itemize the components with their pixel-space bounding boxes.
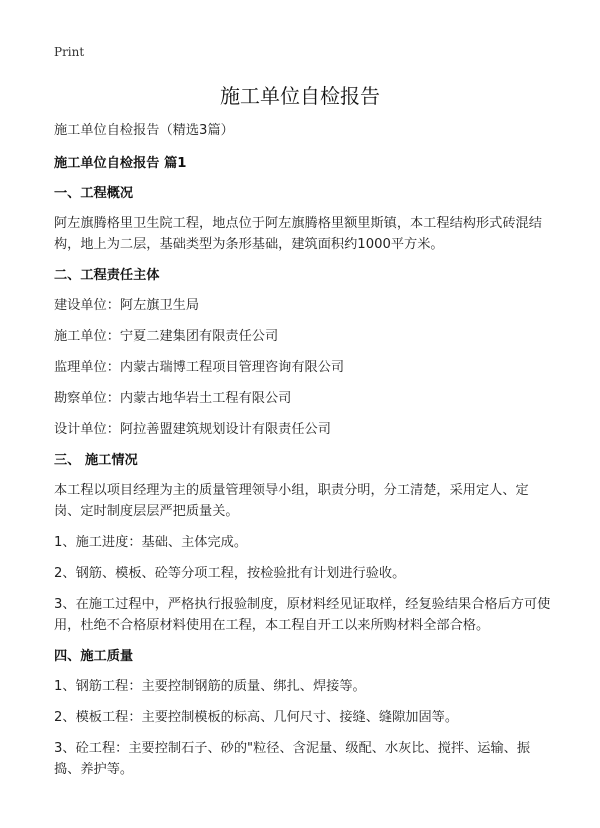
construction-inspection: 3、在施工过程中，严格执行报验制度，原材料经见证取样，经复验结果合格后方可使用，杜绝不合格原材料使用在工程，本工程自开工以来所购材料全部合格。 xyxy=(54,597,551,633)
heading-responsible-parties: 二、工程责任主体 xyxy=(54,268,160,283)
quality-formwork: 2、模板工程：主要控制模板的标高、几何尺寸、接缝、缝隙加固等。 xyxy=(54,710,459,725)
heading-construction-status: 三、 施工情况 xyxy=(54,453,138,468)
construction-progress: 1、施工进度：基础、主体完成。 xyxy=(54,535,248,550)
quality-concrete: 3、砼工程：主要控制石子、砂的"粒径、含泥量、级配、水灰比、搅拌、运输、振捣、养护等。 xyxy=(54,741,531,777)
party-construction-owner: 建设单位：阿左旗卫生局 xyxy=(54,298,200,313)
project-overview-text: 阿左旗腾格里卫生院工程，地点位于阿左旗腾格里额里斯镇，本工程结构形式砖混结构，地上为二层，基础类型为条形基础，建筑面积约1000平方米。 xyxy=(54,216,542,252)
party-supervisor: 监理单位：内蒙古瑞博工程项目管理咨询有限公司 xyxy=(54,360,345,375)
party-surveyor: 勘察单位：内蒙古地华岩土工程有限公司 xyxy=(54,391,292,406)
print-link[interactable]: Print xyxy=(54,45,85,59)
heading-project-overview: 一、工程概况 xyxy=(54,186,134,201)
party-contractor: 施工单位：宁夏二建集团有限责任公司 xyxy=(54,329,279,344)
construction-status-intro: 本工程以项目经理为主的质量管理领导小组，职责分明，分工清楚，采用定人、定岗、定时制度层层严把质量关。 xyxy=(54,483,529,519)
construction-acceptance: 2、钢筋、模板、砼等分项工程，按检验批有计划进行验收。 xyxy=(54,566,406,581)
document-body xyxy=(54,120,552,790)
document-title: 施工单位自检报告 xyxy=(220,84,380,108)
section-title: 施工单位自检报告 篇1 xyxy=(54,156,187,171)
party-designer: 设计单位：阿拉善盟建筑规划设计有限责任公司 xyxy=(54,422,331,437)
quality-rebar: 1、钢筋工程：主要控制钢筋的质量、绑扎、焊接等。 xyxy=(54,679,366,694)
heading-construction-quality: 四、施工质量 xyxy=(54,649,134,664)
document-subtitle: 施工单位自检报告（精选3篇） xyxy=(54,123,234,138)
